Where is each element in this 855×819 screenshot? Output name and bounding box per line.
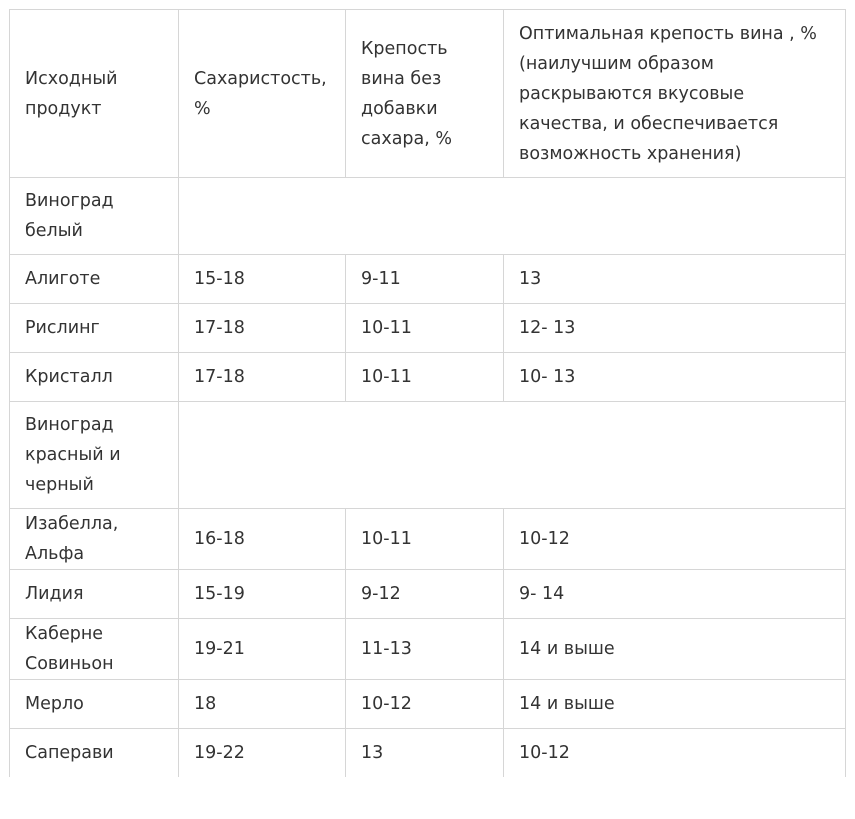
section-empty-cell — [179, 178, 846, 255]
cell-optimal: 13 — [504, 255, 846, 304]
cell-sugar: 18 — [179, 680, 346, 729]
cell-product: Каберне Совиньон — [10, 619, 179, 680]
cell-product: Мерло — [10, 680, 179, 729]
cell-sugar: 15-18 — [179, 255, 346, 304]
cell-product: Рислинг — [10, 304, 179, 353]
cell-optimal: 14 и выше — [504, 680, 846, 729]
table-row — [10, 729, 846, 778]
cell-strength: 10-11 — [346, 304, 504, 353]
section-row-red — [10, 402, 846, 509]
cell-product: Кристалл — [10, 353, 179, 402]
cell-product: Саперави — [10, 729, 179, 778]
header-product: Исходный продукт — [10, 10, 179, 178]
cell-strength: 13 — [346, 729, 504, 778]
cell-strength: 10-11 — [346, 353, 504, 402]
cell-product: Лидия — [10, 570, 179, 619]
cell-optimal: 9- 14 — [504, 570, 846, 619]
cell-optimal: 10-12 — [504, 729, 846, 778]
cell-sugar: 19-21 — [179, 619, 346, 680]
cell-sugar: 19-22 — [179, 729, 346, 778]
table-header-row — [10, 10, 846, 178]
cell-optimal: 14 и выше — [504, 619, 846, 680]
cell-strength: 10-12 — [346, 680, 504, 729]
cell-strength: 10-11 — [346, 509, 504, 570]
table-row — [10, 304, 846, 353]
cell-sugar: 17-18 — [179, 304, 346, 353]
section-row-white — [10, 178, 846, 255]
cell-strength: 9-12 — [346, 570, 504, 619]
cell-optimal: 10-12 — [504, 509, 846, 570]
cell-sugar: 15-19 — [179, 570, 346, 619]
header-optimal-strength: Оптимальная крепость вина , % (наилучшим образом раскрываются вкусовые качества, и обеспечивается возможность хранения) — [504, 10, 846, 178]
cell-strength: 11-13 — [346, 619, 504, 680]
cell-product: Изабелла, Альфа — [10, 509, 179, 570]
table-row — [10, 255, 846, 304]
wine-strength-table — [9, 9, 846, 777]
table-row — [10, 570, 846, 619]
table-row — [10, 353, 846, 402]
section-label: Виноград белый — [10, 178, 179, 255]
table-row — [10, 509, 846, 570]
cell-optimal: 12- 13 — [504, 304, 846, 353]
cell-strength: 9-11 — [346, 255, 504, 304]
table-row — [10, 680, 846, 729]
header-sugar: Сахаристость, % — [179, 10, 346, 178]
header-strength-no-sugar: Крепость вина без добавки сахара, % — [346, 10, 504, 178]
table-row — [10, 619, 846, 680]
cell-optimal: 10- 13 — [504, 353, 846, 402]
cell-product: Алиготе — [10, 255, 179, 304]
cell-sugar: 16-18 — [179, 509, 346, 570]
cell-sugar: 17-18 — [179, 353, 346, 402]
section-empty-cell — [179, 402, 846, 509]
section-label: Виноград красный и черный — [10, 402, 179, 509]
